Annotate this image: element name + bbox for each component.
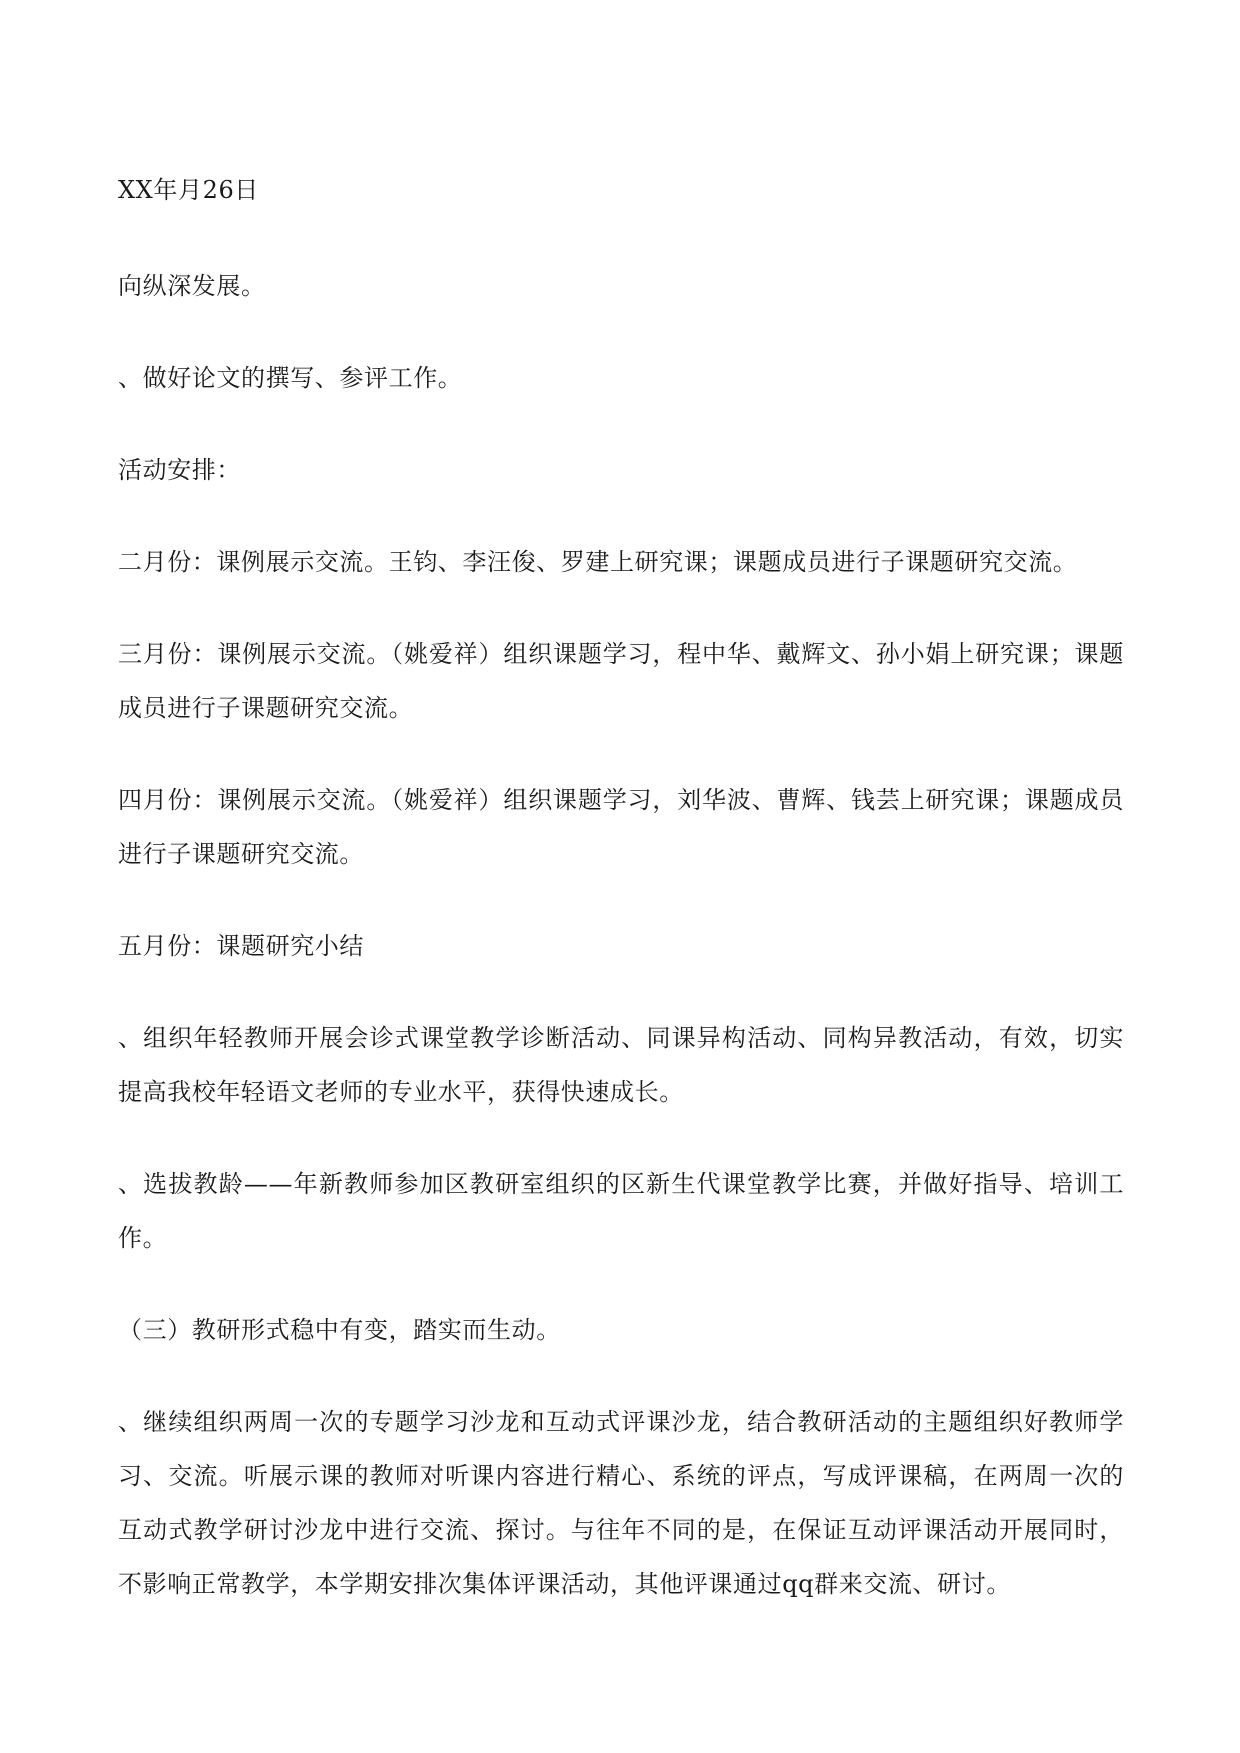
paragraph: 、做好论文的撰写、参评工作。 — [118, 364, 463, 392]
schedule-item-february: 二月份：课例展示交流。王钧、李汪俊、罗建上研究课；课题成员进行子课题研究交流。 — [118, 548, 1078, 576]
schedule-item-may: 五月份：课题研究小结 — [118, 932, 364, 960]
paragraph: 向纵深发展。 — [118, 272, 266, 300]
section-heading: （三）教研形式稳中有变，踏实而生动。 — [118, 1316, 561, 1344]
schedule-item-march: 三月份：课例展示交流。（姚爱祥）组织课题学习，程中华、戴辉文、孙小娟上研究课；课题成员进行子课题研究交流。 — [118, 640, 1124, 722]
document-body — [118, 163, 1124, 1649]
section-heading: 活动安排： — [118, 456, 241, 484]
schedule-item-april: 四月份：课例展示交流。（姚爱祥）组织课题学习，刘华波、曹辉、钱芸上研究课；课题成员进行子课题研究交流。 — [118, 786, 1124, 868]
paragraph: 、选拔教龄——年新教师参加区教研室组织的区新生代课堂教学比赛，并做好指导、培训工作。 — [118, 1170, 1124, 1252]
paragraph: 、组织年轻教师开展会诊式课堂教学诊断活动、同课异构活动、同构异教活动，有效，切实提高我校年轻语文老师的专业水平，获得快速成长。 — [118, 1024, 1124, 1106]
date-line: XX年月26日 — [118, 176, 259, 204]
paragraph: 、继续组织两周一次的专题学习沙龙和互动式评课沙龙，结合教研活动的主题组织好教师学习、交流。听展示课的教师对听课内容进行精心、系统的评点，写成评课稿，在两周一次的互动式教学研讨沙龙中进行交流、探讨。与往年不同的是，在保证互动评课活动开展同时，不影响正常教学，本学期安排次集体评课活动，其他评课通过qq群来交流、研讨。 — [118, 1408, 1124, 1598]
